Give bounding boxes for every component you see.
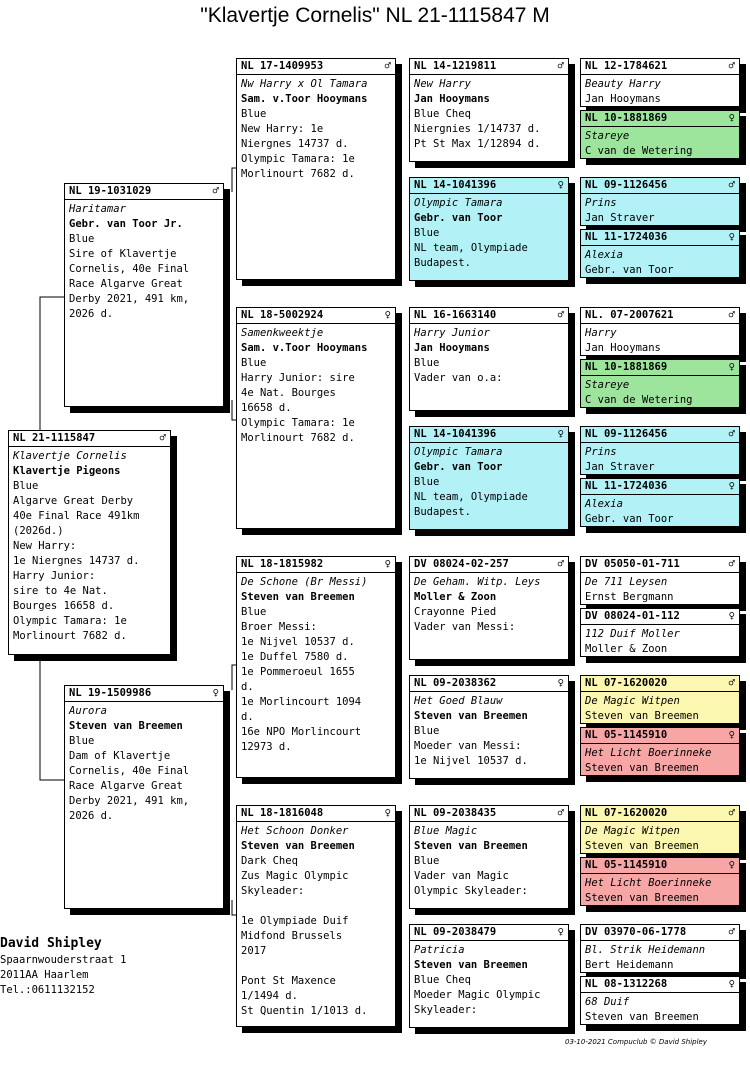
- male-icon: ♂: [557, 309, 564, 321]
- female-icon: ♀: [557, 428, 564, 440]
- sss-card[interactable]: [409, 58, 569, 162]
- ggp-card-11[interactable]: [580, 675, 740, 724]
- female-icon: ♀: [728, 112, 735, 124]
- pigeon-name: Aurora: [69, 705, 107, 717]
- card-header: [581, 858, 739, 874]
- ring-number: NL 05-1145910: [585, 859, 668, 871]
- pigeon-name: De 711 Leysen: [585, 576, 668, 588]
- ring-number: NL 09-1126456: [585, 179, 668, 191]
- card-header: [410, 427, 568, 443]
- dam-sire-card[interactable]: [236, 556, 396, 778]
- pigeon-name: Stareye: [585, 130, 630, 142]
- subject-card[interactable]: [8, 430, 171, 655]
- ggp-card-5[interactable]: [580, 307, 740, 356]
- ring-number: NL 17-1409953: [241, 60, 324, 72]
- pigeon-info: Blue Cheq Moeder Magic Olympic Skyleader:: [414, 974, 541, 1016]
- pigeon-info: Blue Dam of Klavertje Cornelis, 40e Final Race Algarve Great Derby 2021, 491 km, 2026 d.: [69, 735, 190, 822]
- breeder-name: Gebr. van Toor: [585, 264, 674, 276]
- ddd-card[interactable]: [409, 924, 569, 1028]
- ggp-card-14[interactable]: [580, 857, 740, 906]
- footer-credit: 03-10-2021 Compuclub © David Shipley: [565, 1038, 707, 1046]
- ggp-card-9[interactable]: [580, 556, 740, 605]
- card-header: [581, 308, 739, 324]
- card-header: [581, 609, 739, 625]
- ring-number: NL 19-1509986: [69, 687, 152, 699]
- ring-number: NL 11-1724036: [585, 231, 668, 243]
- dam-card[interactable]: [64, 685, 224, 909]
- male-icon: ♂: [728, 558, 735, 570]
- ring-number: NL 08-1312268: [585, 978, 668, 990]
- breeder-name: Jan Hooymans: [585, 342, 661, 354]
- ggp-card-1[interactable]: [580, 58, 740, 107]
- breeder-name: Ernst Bergmann: [585, 591, 674, 603]
- ggp-card-2[interactable]: [580, 110, 740, 159]
- dsd-card[interactable]: [409, 675, 569, 779]
- breeder-name: Moller & Zoon: [414, 591, 497, 603]
- card-header: [581, 728, 739, 744]
- breeder-name: Steven van Breemen: [585, 710, 699, 722]
- ggp-card-8[interactable]: [580, 478, 740, 527]
- breeder-name: Bert Heidemann: [585, 959, 674, 971]
- female-icon: ♀: [557, 926, 564, 938]
- card-header: [410, 676, 568, 692]
- female-icon: ♀: [384, 309, 391, 321]
- ring-number: NL 18-1815982: [241, 558, 324, 570]
- pigeon-info: Blue Algarve Great Derby 40e Final Race 491km (2026d.) New Harry: 1e Niergnes 14737 d. Harry Junior: sire to 4e Nat. Bourges 16658 d. Olympic Tamara: 1e Morlinourt 7682 d.: [13, 480, 140, 642]
- ggp-card-15[interactable]: [580, 924, 740, 973]
- pigeon-name: Beauty Harry: [585, 78, 661, 90]
- ring-number: NL 11-1724036: [585, 480, 668, 492]
- breeder-name: Steven van Breemen: [585, 1011, 699, 1023]
- sds-card[interactable]: [409, 307, 569, 411]
- breeder-name: Klavertje Pigeons: [13, 465, 121, 477]
- male-icon: ♂: [728, 309, 735, 321]
- pigeon-name: Prins: [585, 446, 617, 458]
- breeder-name: Gebr. van Toor Jr.: [69, 218, 183, 230]
- pigeon-name: Alexia: [585, 249, 623, 261]
- breeder-name: Steven van Breemen: [585, 762, 699, 774]
- card-header: [581, 427, 739, 443]
- ssd-card[interactable]: [409, 177, 569, 281]
- male-icon: ♂: [159, 432, 166, 444]
- pigeon-info: Blue Sire of Klavertje Cornelis, 40e Final Race Algarve Great Derby 2021, 491 km, 2026 d.: [69, 233, 190, 320]
- card-header: [410, 925, 568, 941]
- pigeon-name: Stareye: [585, 379, 630, 391]
- ring-number: NL 07-1620020: [585, 677, 668, 689]
- breeder-name: Sam. v.Toor Hooymans: [241, 342, 368, 354]
- breeder-name: Jan Straver: [585, 212, 655, 224]
- female-icon: ♀: [384, 807, 391, 819]
- male-icon: ♂: [384, 60, 391, 72]
- female-icon: ♀: [728, 231, 735, 243]
- pigeon-info: Blue Vader van Magic Olympic Skyleader:: [414, 855, 528, 897]
- pigeon-info: Blue Broer Messi: 1e Nijvel 10537 d. 1e Duffel 7580 d. 1e Pommeroeul 1655 d. 1e Morlincourt 1094 d. 16e NPO Morlincourt 12973 d.: [241, 606, 362, 753]
- pigeon-name: Nw Harry x Ol Tamara: [241, 78, 368, 90]
- card-header: [581, 111, 739, 127]
- breeder-name: C van de Wetering: [585, 145, 693, 157]
- card-header: [410, 308, 568, 324]
- breeder-name: Steven van Breemen: [414, 840, 528, 852]
- breeder-name: Steven van Breemen: [585, 892, 699, 904]
- female-icon: ♀: [728, 729, 735, 741]
- owner-name: David Shipley: [0, 936, 102, 951]
- female-icon: ♀: [557, 179, 564, 191]
- card-header: [410, 557, 568, 573]
- male-icon: ♂: [728, 60, 735, 72]
- breeder-name: Jan Hooymans: [414, 93, 490, 105]
- male-icon: ♂: [728, 677, 735, 689]
- ring-number: NL 12-1784621: [585, 60, 668, 72]
- male-icon: ♂: [728, 807, 735, 819]
- ring-number: NL 09-2038479: [414, 926, 497, 938]
- sire-dam-card[interactable]: [236, 307, 396, 529]
- card-header: [581, 977, 739, 993]
- ring-number: NL 14-1041396: [414, 179, 497, 191]
- pigeon-info: Blue NL team, Olympiade Budapest.: [414, 227, 528, 269]
- breeder-name: Jan Hooymans: [414, 342, 490, 354]
- card-header: [581, 59, 739, 75]
- pigeon-name: Het Schoon Donker: [241, 825, 349, 837]
- owner-phone: Tel.:0611132152: [0, 984, 95, 996]
- female-icon: ♀: [728, 978, 735, 990]
- female-icon: ♀: [212, 687, 219, 699]
- pigeon-name: Harry: [585, 327, 617, 339]
- ring-number: DV 03970-06-1778: [585, 926, 687, 938]
- pigeon-name: Prins: [585, 197, 617, 209]
- male-icon: ♂: [728, 179, 735, 191]
- male-icon: ♂: [557, 60, 564, 72]
- card-header: [237, 308, 395, 324]
- dss-card[interactable]: [409, 556, 569, 660]
- pigeon-name: Bl. Strik Heidemann: [585, 944, 706, 956]
- breeder-name: Jan Straver: [585, 461, 655, 473]
- breeder-name: Steven van Breemen: [241, 591, 355, 603]
- pigeon-info: Dark Cheq Zus Magic Olympic Skyleader: 1e Olympiade Duif Midfond Brussels 2017 Pont St Maxence 1/1494 d. St Quentin 1/1013 d.: [241, 855, 368, 1017]
- ring-number: NL 19-1031029: [69, 185, 152, 197]
- pigeon-info: Crayonne Pied Vader van Messi:: [414, 606, 516, 633]
- card-header: [410, 59, 568, 75]
- female-icon: ♀: [728, 859, 735, 871]
- breeder-name: C van de Wetering: [585, 394, 693, 406]
- ggp-card-3[interactable]: [580, 177, 740, 226]
- pigeon-info: Blue NL team, Olympiade Budapest.: [414, 476, 528, 518]
- ring-number: NL 10-1881869: [585, 112, 668, 124]
- female-icon: ♀: [384, 558, 391, 570]
- female-icon: ♀: [728, 361, 735, 373]
- pigeon-name: Het Goed Blauw: [414, 695, 503, 707]
- breeder-name: Steven van Breemen: [585, 840, 699, 852]
- pigeon-info: Blue New Harry: 1e Niergnes 14737 d. Olympic Tamara: 1e Morlinourt 7682 d.: [241, 108, 355, 180]
- female-icon: ♀: [728, 610, 735, 622]
- pigeon-name: New Harry: [414, 78, 471, 90]
- breeder-name: Steven van Breemen: [414, 959, 528, 971]
- card-header: [237, 806, 395, 822]
- card-header: [581, 360, 739, 376]
- dds-card[interactable]: [409, 805, 569, 909]
- pigeon-name: 68 Duif: [585, 996, 630, 1008]
- pigeon-name: Haritamar: [69, 203, 126, 215]
- card-header: [410, 178, 568, 194]
- male-icon: ♂: [557, 558, 564, 570]
- owner-street: Spaarnwouderstraat 1: [0, 954, 127, 966]
- ring-number: NL 09-2038362: [414, 677, 497, 689]
- male-icon: ♂: [212, 185, 219, 197]
- card-header: [237, 557, 395, 573]
- ggp-card-7[interactable]: [580, 426, 740, 475]
- breeder-name: Moller & Zoon: [585, 643, 668, 655]
- ring-number: NL. 07-2007621: [585, 309, 674, 321]
- ggp-card-13[interactable]: [580, 805, 740, 854]
- male-icon: ♂: [728, 926, 735, 938]
- card-header: [581, 178, 739, 194]
- breeder-name: Steven van Breemen: [69, 720, 183, 732]
- female-icon: ♀: [728, 480, 735, 492]
- ring-number: NL 16-1663140: [414, 309, 497, 321]
- pigeon-info: Blue Vader van o.a:: [414, 357, 503, 384]
- card-header: [581, 806, 739, 822]
- ring-number: NL 18-1816048: [241, 807, 324, 819]
- ggp-card-10[interactable]: [580, 608, 740, 657]
- ggp-card-16[interactable]: [580, 976, 740, 1025]
- card-header: [581, 557, 739, 573]
- breeder-name: Steven van Breemen: [414, 710, 528, 722]
- pigeon-info: Blue Cheq Niergnies 1/14737 d. Pt St Max 1/12894 d.: [414, 108, 541, 150]
- ring-number: DV 05050-01-711: [585, 558, 680, 570]
- pigeon-name: Alexia: [585, 498, 623, 510]
- breeder-name: Gebr. van Toor: [414, 212, 503, 224]
- breeder-name: Sam. v.Toor Hooymans: [241, 93, 368, 105]
- ring-number: NL 14-1041396: [414, 428, 497, 440]
- ggp-card-4[interactable]: [580, 229, 740, 278]
- pigeon-name: Klavertje Cornelis: [13, 450, 127, 462]
- owner-block: [0, 935, 126, 998]
- ring-number: NL 05-1145910: [585, 729, 668, 741]
- pigeon-name: De Magic Witpen: [585, 825, 680, 837]
- pigeon-name: Harry Junior: [414, 327, 490, 339]
- pigeon-name: De Magic Witpen: [585, 695, 680, 707]
- dam-dam-card[interactable]: [236, 805, 396, 1027]
- ring-number: NL 18-5002924: [241, 309, 324, 321]
- breeder-name: Steven van Breemen: [241, 840, 355, 852]
- pedigree-title: "Klavertje Cornelis" NL 21-1115847 M: [200, 4, 550, 27]
- breeder-name: Gebr. van Toor: [414, 461, 503, 473]
- ring-number: DV 08024-02-257: [414, 558, 509, 570]
- pigeon-name: Patricia: [414, 944, 465, 956]
- sire-header: [65, 184, 223, 200]
- card-header: [581, 676, 739, 692]
- female-icon: ♀: [557, 677, 564, 689]
- ggp-card-12[interactable]: [580, 727, 740, 776]
- sdd-card[interactable]: [409, 426, 569, 530]
- ggp-card-6[interactable]: [580, 359, 740, 408]
- pigeon-name: Olympic Tamara: [414, 197, 503, 209]
- sire-sire-card[interactable]: [236, 58, 396, 280]
- card-header: [410, 806, 568, 822]
- pigeon-name: Het Licht Boerinneke: [585, 877, 712, 889]
- pigeon-name: Samenkweektje: [241, 327, 324, 339]
- ring-number: DV 08024-01-112: [585, 610, 680, 622]
- pigeon-name: Blue Magic: [414, 825, 478, 837]
- breeder-name: Jan Hooymans: [585, 93, 661, 105]
- ring-number: NL 09-1126456: [585, 428, 668, 440]
- male-icon: ♂: [728, 428, 735, 440]
- pigeon-name: Het Licht Boerinneke: [585, 747, 712, 759]
- male-icon: ♂: [557, 807, 564, 819]
- owner-city: 2011AA Haarlem: [0, 969, 89, 981]
- card-header: [581, 925, 739, 941]
- pigeon-name: Olympic Tamara: [414, 446, 503, 458]
- pigeon-name: 112 Duif Moller: [585, 628, 680, 640]
- sire-card[interactable]: [64, 183, 224, 407]
- ring-number: NL 07-1620020: [585, 807, 668, 819]
- pigeon-info: Blue Harry Junior: sire 4e Nat. Bourges 16658 d. Olympic Tamara: 1e Morlinourt 7682 d.: [241, 357, 355, 444]
- pigeon-name: De Schone (Br Messi): [241, 576, 368, 588]
- pigeon-info: Blue Moeder van Messi: 1e Nijvel 10537 d.: [414, 725, 528, 767]
- card-header: [581, 230, 739, 246]
- pigeon-name: De Geham. Witp. Leys: [414, 576, 541, 588]
- breeder-name: Gebr. van Toor: [585, 513, 674, 525]
- ring-number: NL 09-2038435: [414, 807, 497, 819]
- card-header: [237, 59, 395, 75]
- ring-number: NL 21-1115847: [13, 432, 96, 444]
- ring-number: NL 14-1219811: [414, 60, 497, 72]
- subject-header: [9, 431, 170, 447]
- card-header: [581, 479, 739, 495]
- ring-number: NL 10-1881869: [585, 361, 668, 373]
- dam-header: [65, 686, 223, 702]
